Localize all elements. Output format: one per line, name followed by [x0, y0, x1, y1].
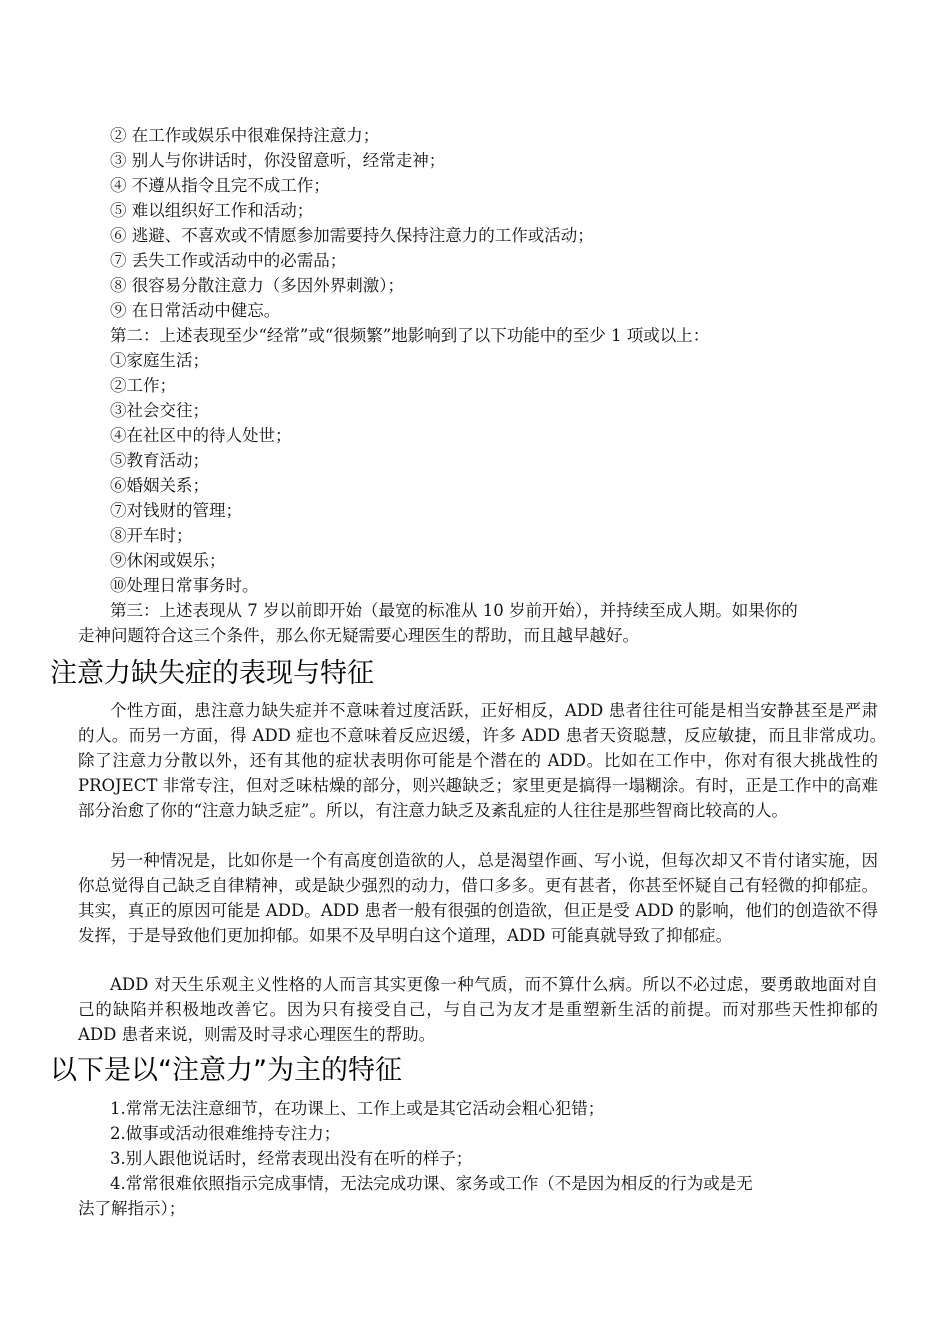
second-condition: 第二：上述表现至少“经常”或“很频繁”地影响到了以下功能中的至少 1 项或以上： — [110, 326, 710, 345]
paragraph: 另一种情况是，比如你是一个有高度创造欲的人，总是渴望作画、写小说，但每次却又不肯付诸实施，因你总觉得自己缺乏自律精神，或是缺少强烈的动力，借口多多。更有甚者，你甚至怀疑自己有轻微的抑郁症。其实，真正的原因可能是 ADD。ADD 患者一般有很强的创造欲，但正是受 ADD 的影响，他们的创造欲不得发挥，于是导致他们更加抑郁。如果不及早明白这个道理，ADD 可能真就导致了抑郁症。 — [78, 851, 878, 945]
list-item: ⑦对钱财的管理； — [110, 501, 242, 520]
list-item: 3.别人跟他说话时，经常表现出没有在听的样子； — [110, 1149, 473, 1168]
list-item: ⑧ 很容易分散注意力（多因外界刺激）； — [110, 276, 404, 295]
list-item: ①家庭生活； — [110, 351, 209, 370]
paragraph: 个性方面，患注意力缺失症并不意味着过度活跃，正好相反，ADD 患者往往可能是相当安静甚至是严肃的人。而另一方面，得 ADD 症也不意味着反应迟缓，许多 ADD 患者天资聪慧，反应敏捷，而且非常成功。 除了注意力分散以外，还有其他的症状表明你可能是个潜在的 ADD。比如在工作中，你对有很大挑战性的 PROJECT 非常专注，但对乏味枯燥的部分，则兴趣缺乏；家里更是搞得一塌糊涂。有时，正是工作中的高难部分治愈了你的“注意力缺乏症”。所以，有注意力缺乏及紊乱症的人往往是那些智商比较高的人。 — [78, 701, 900, 820]
list-item: ③ 别人与你讲话时，你没留意听，经常走神； — [110, 151, 446, 170]
list-item: 1.常常无法注意细节，在功课上、工作上或是其它活动会粗心犯错； — [110, 1099, 605, 1118]
list-item: ④在社区中的待人处世； — [110, 426, 292, 445]
third-condition-line-2: 走神问题符合这三个条件，那么你无疑需要心理医生的帮助，而且越早越好。 — [78, 626, 639, 645]
list-item: ⑧开车时； — [110, 526, 193, 545]
list-item: ④ 不遵从指令且完不成工作； — [110, 176, 330, 195]
list-item: ③社会交往； — [110, 401, 209, 420]
list-item: ⑨ 在日常活动中健忘。 — [110, 301, 281, 320]
list-item: ⑤教育活动； — [110, 451, 209, 470]
list-item: ⑨休闲或娱乐； — [110, 551, 226, 570]
section-heading: 以下是以“注意力”为主的特征 — [50, 1055, 402, 1086]
list-item: ② 在工作或娱乐中很难保持注意力； — [110, 126, 380, 145]
section-heading: 注意力缺失症的表现与特征 — [50, 658, 374, 689]
list-item: ②工作； — [110, 376, 176, 395]
third-condition-line-1: 第三：上述表现从 7 岁以前即开始（最宽的标准从 10 岁前开始），并持续至成人期。如果你的 — [110, 601, 798, 620]
list-item: ⑩处理日常事务时。 — [110, 576, 259, 595]
list-item: ⑥ 逃避、不喜欢或不情愿参加需要持久保持注意力的工作或活动； — [110, 226, 594, 245]
list-item-continuation: 法了解指示）； — [78, 1199, 186, 1218]
list-item: 2.做事或活动很难维持专注力； — [110, 1124, 341, 1143]
paragraph: ADD 对天生乐观主义性格的人而言其实更像一种气质，而不算什么病。所以不必过虑，要勇敢地面对自己的缺陷并积极地改善它。因为只有接受自己，与自己为友才是重塑新生活的前提。而对那些天性抑郁的 ADD 患者来说，则需及时寻求心理医生的帮助。 — [78, 975, 878, 1044]
list-item: 4.常常很难依照指示完成事情，无法完成功课、家务或工作（不是因为相反的行为或是无 — [110, 1174, 753, 1193]
list-item: ⑥婚姻关系； — [110, 476, 209, 495]
list-item: ⑦ 丢失工作或活动中的必需品； — [110, 251, 347, 270]
list-item: ⑤ 难以组织好工作和活动； — [110, 201, 314, 220]
